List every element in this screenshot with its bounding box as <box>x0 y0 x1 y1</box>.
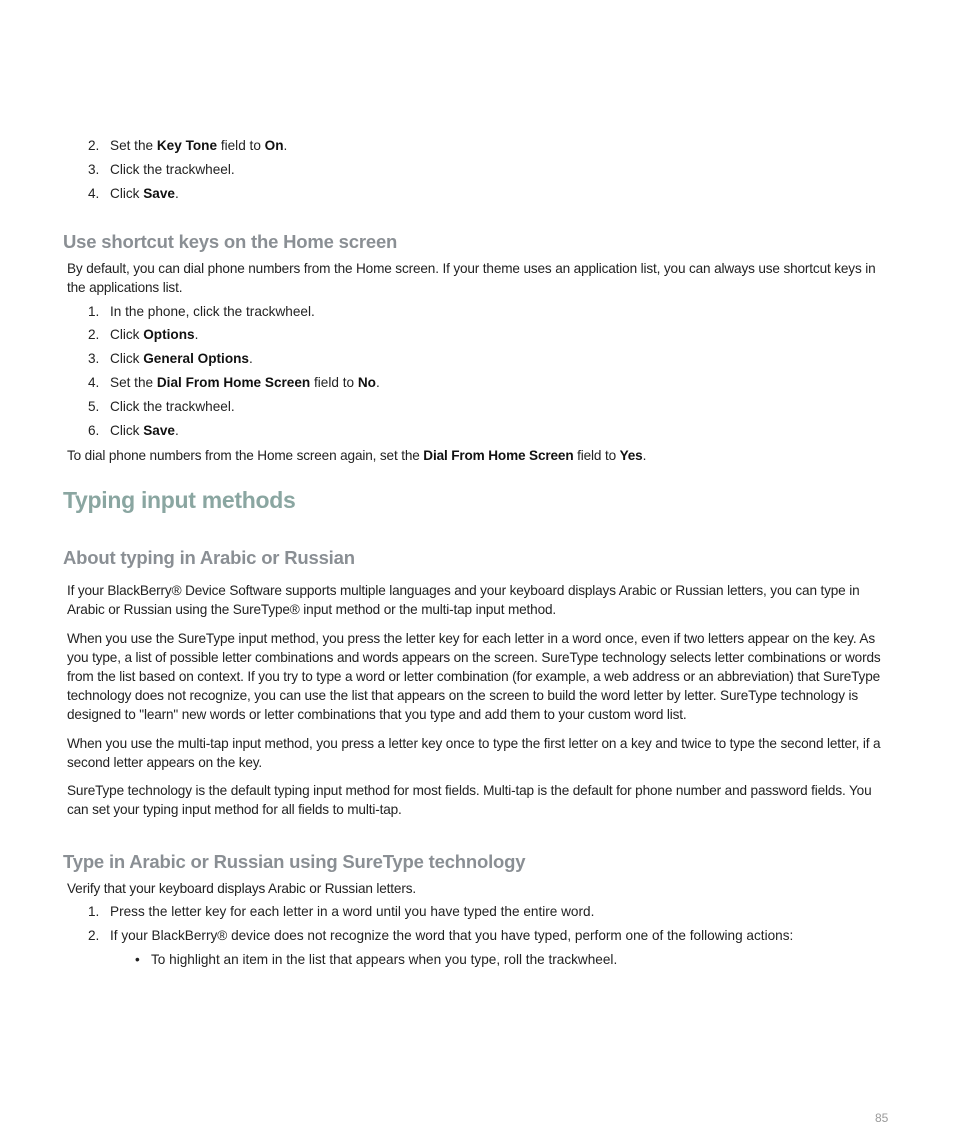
shortcut-heading: Use shortcut keys on the Home screen <box>63 231 398 252</box>
shortcut-intro: By default, you can dial phone numbers from the Home screen. If your theme uses an application list, you can always use shortcut keys in the applications list. <box>67 261 876 295</box>
shortcut-step-6: 6. Click Save. <box>88 423 179 438</box>
about-paragraph-1: If your BlackBerry® Device Software supports multiple languages and your keyboard displays Arabic or Russian letters, you can type in Arabic or Russian using the SureType® input method or the multi-tap input method. <box>67 583 860 617</box>
about-paragraph-2: When you use the SureType input method, you press the letter key for each letter in a word once, even if two letters appear on the key. As you type, a list of possible letter combinations and words appears on the screen. SureType technology selects letter combinations or words from the list based on context. If you try to type a word or letter combination (for example, a web address or an abbreviation) that SureType technology does not recognize, you can use the list that appears on the screen to build the word letter by letter. SureType technology is designed to "learn" new words or letter combinations that you type and add them to your custom word list. <box>67 631 881 722</box>
step-click-save: 4. Click Save. <box>88 186 179 201</box>
about-paragraph-4: SureType technology is the default typing input method for most fields. Multi-tap is the default for phone number and password fields. You can set your typing input method for all fields to multi-tap. <box>67 783 872 817</box>
bullet-item: • To highlight an item in the list that appears when you type, roll the trackwheel. <box>135 952 618 967</box>
type-step-1: 1. Press the letter key for each letter in a word until you have typed the entire word. <box>88 904 595 919</box>
step-click-trackwheel: 3. Click the trackwheel. <box>88 162 235 177</box>
shortcut-step-1: 1. In the phone, click the trackwheel. <box>88 304 315 319</box>
shortcut-outro: To dial phone numbers from the Home screen again, set the Dial From Home Screen field to Yes. <box>67 448 647 463</box>
typing-methods-title: Typing input methods <box>63 487 296 513</box>
page-number: 85 <box>875 1111 889 1125</box>
type-step-2: 2. If your BlackBerry® device does not recognize the word that you have typed, perform one of the following actions: <box>88 928 794 943</box>
about-typing-heading: About typing in Arabic or Russian <box>63 547 355 568</box>
shortcut-step-4: 4. Set the Dial From Home Screen field to No. <box>88 375 380 390</box>
shortcut-step-2: 2. Click Options. <box>88 327 199 342</box>
step-key-tone: 2. Set the Key Tone field to On. <box>88 138 288 153</box>
shortcut-step-5: 5. Click the trackwheel. <box>88 399 235 414</box>
bullet-icon: • <box>135 952 140 967</box>
about-paragraph-3: When you use the multi-tap input method, you press a letter key once to type the first letter on a key and twice to type the second letter, if a second letter appears on the key. <box>67 736 881 770</box>
type-suretype-heading: Type in Arabic or Russian using SureType technology <box>63 851 526 872</box>
shortcut-step-3: 3. Click General Options. <box>88 351 253 366</box>
type-suretype-intro: Verify that your keyboard displays Arabic or Russian letters. <box>67 881 416 896</box>
